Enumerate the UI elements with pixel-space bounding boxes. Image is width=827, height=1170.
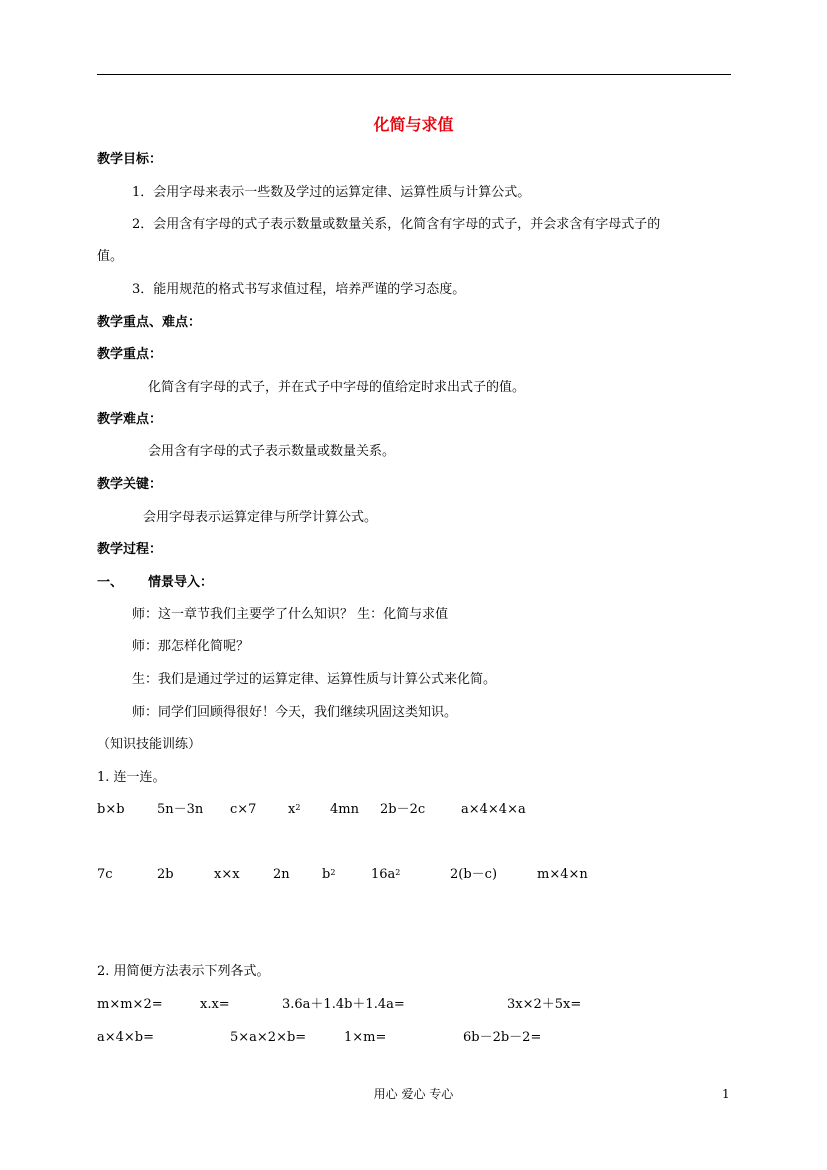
crux-text: 会用字母表示运算定律与所学计算公式。 — [143, 510, 378, 525]
match-item: $x^2$ — [288, 802, 301, 817]
dialog-4: 师：同学们回顾得很好！今天，我们继续巩固这类知识。 — [132, 705, 458, 720]
match-item: m×4×n — [537, 867, 588, 882]
expression-item: m×m×2= — [97, 997, 163, 1012]
expression-item: x.x= — [200, 997, 230, 1012]
crux-heading: 教学关键： — [97, 477, 163, 492]
dialog-3: 生：我们是通过学过的运算定律、运算性质与计算公式来化简。 — [132, 672, 497, 687]
goal-2-line1: 2．会用含有字母的式子表示数量或数量关系，化简含有字母的式子，并会求含有字母式子的 — [132, 217, 661, 232]
expression-item: a×4×b= — [97, 1030, 155, 1045]
match-item: a×4×4×a — [461, 802, 526, 817]
match-item: 2(b－c) — [450, 867, 498, 882]
key-difficult-heading: 教学重点、难点： — [97, 315, 202, 330]
dialog-1: 师：这一章节我们主要学了什么知识？ 生：化简与求值 — [132, 607, 449, 622]
goal-1: 1．会用字母来表示一些数及学过的运算定律、运算性质与计算公式。 — [132, 185, 531, 200]
part1-number: 一、 — [97, 575, 124, 590]
key-heading: 教学重点： — [97, 347, 163, 362]
footer-motto: 用心 爱心 专心 — [373, 1087, 454, 1101]
dialog-2: 师：那怎样化简呢？ — [132, 639, 250, 654]
difficult-heading: 教学难点： — [97, 412, 163, 427]
match-item: 2n — [273, 867, 290, 882]
part1-title: 情景导入： — [148, 575, 214, 590]
match-item: 2b－2c — [380, 802, 426, 817]
header-rule — [97, 74, 731, 75]
match-item: c×7 — [230, 802, 257, 817]
match-item: $16a^2$ — [371, 867, 401, 882]
expression-item: 5×a×2×b= — [230, 1030, 307, 1045]
goal-3: 3．能用规范的格式书写求值过程，培养严谨的学习态度。 — [132, 282, 466, 297]
process-heading: 教学过程： — [97, 542, 163, 557]
training-label: （知识技能训练） — [97, 737, 202, 752]
question-2-label: 2. 用简便方法表示下列各式。 — [97, 964, 270, 979]
match-item: x×x — [214, 867, 240, 882]
expression-item: 3x×2＋5x= — [507, 997, 582, 1012]
expression-item: 1×m= — [344, 1030, 387, 1045]
difficult-text: 会用含有字母的式子表示数量或数量关系。 — [148, 444, 396, 459]
match-item: 7c — [97, 867, 113, 882]
match-item: $b^2$ — [322, 867, 336, 882]
match-item: 5n－3n — [157, 802, 204, 817]
goal-2-line2: 值。 — [97, 249, 124, 264]
question-1-label: 1. 连一连。 — [97, 770, 166, 785]
expression-item: 6b－2b－2= — [463, 1030, 542, 1045]
page-number: 1 — [722, 1087, 730, 1101]
expression-item: 3.6a＋1.4b＋1.4a= — [282, 997, 405, 1012]
goals-heading: 教学目标： — [97, 152, 163, 167]
match-item: 2b — [157, 867, 174, 882]
key-text: 化简含有字母的式子，并在式子中字母的值给定时求出式子的值。 — [148, 380, 526, 395]
match-item: 4mn — [330, 802, 359, 817]
page-title: 化简与求值 — [373, 115, 454, 134]
match-item: b×b — [97, 802, 125, 817]
